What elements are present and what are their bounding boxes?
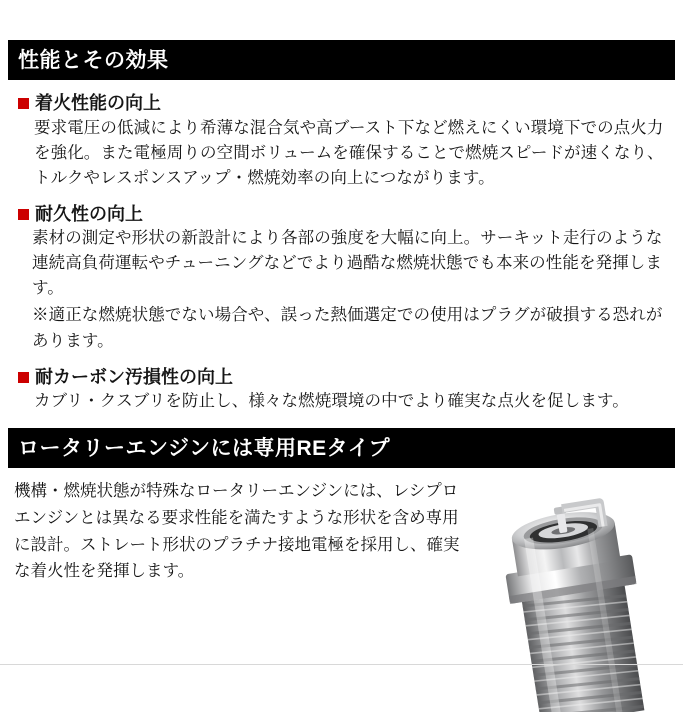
red-square-bullet-icon xyxy=(18,372,29,383)
paragraph-ignition: 要求電圧の低減により希薄な混合気や高ブースト下など燃えにくい環境下での点火力を強化。また電極周りの空間ボリュームを確保することで燃焼スピードが速くなり、トルクやレスポンスアップ・燃焼効率の向上につながります。 xyxy=(34,118,664,187)
red-square-bullet-icon xyxy=(18,98,29,109)
spark-plug-photo xyxy=(463,472,683,712)
paragraph-carbon: カブリ・クスブリを防止し、様々な燃焼環境の中でより確実な点火を促します。 xyxy=(34,392,629,411)
bullet-heading-ignition xyxy=(18,92,669,115)
section-header-performance-title: 性能とその効果 xyxy=(18,48,169,72)
bullet-heading-durability xyxy=(18,203,669,226)
section-header-performance xyxy=(8,40,675,80)
section-header-rotary-title: ロータリーエンジンには専用REタイプ xyxy=(18,436,391,460)
section-body-performance xyxy=(0,92,683,414)
bullet-heading-carbon xyxy=(18,366,669,389)
bullet-heading-carbon-label: 耐カーボン汚損性の向上 xyxy=(35,366,233,387)
paragraph-durability: 素材の測定や形状の新設計により各部の強度を大幅に向上。サーキット走行のような連続高負荷運転やチューニングなどでより過酷な燃焼状態でも本来の性能を発揮します。 xyxy=(32,229,663,298)
section-header-rotary xyxy=(8,428,675,468)
section-body-rotary xyxy=(0,478,683,678)
footer-divider xyxy=(0,664,683,665)
spark-plug-illustration xyxy=(463,472,683,712)
red-square-bullet-icon xyxy=(18,209,29,220)
paragraph-durability-note: ※適正な燃焼状態でない場合や、誤った熱価選定での使用はプラグが破損する恐れがあります。 xyxy=(32,306,663,350)
paragraph-rotary: 機構・燃焼状態が特殊なロータリーエンジンには、レシプロエンジンとは異なる要求性能を満たすような形状を含め専用に設計。ストレート形状のプラチナ接地電極を採用し、確実な着火性を発揮します。 xyxy=(14,482,460,581)
bullet-heading-durability-label: 耐久性の向上 xyxy=(35,203,143,224)
bullet-heading-ignition-label: 着火性能の向上 xyxy=(35,93,161,113)
